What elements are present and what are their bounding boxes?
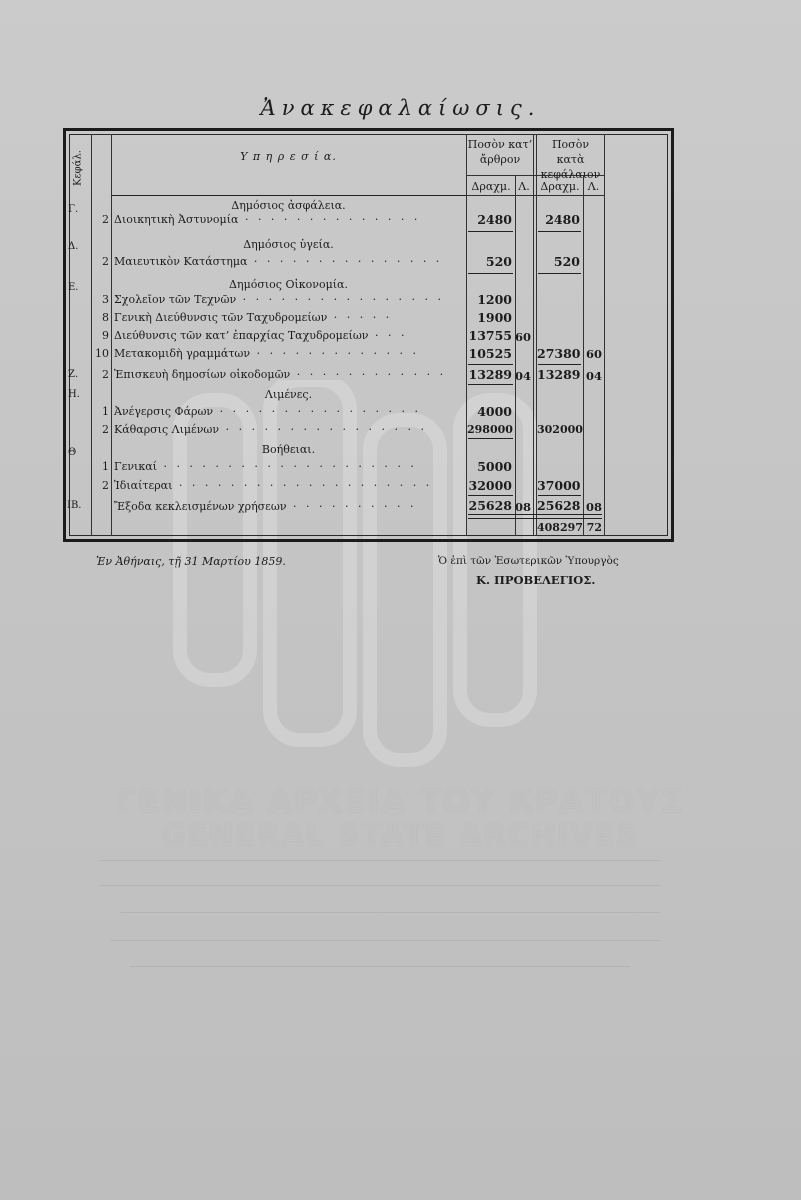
- chapter-label: Ζ.: [68, 369, 79, 380]
- chapter-lepta: 60: [585, 347, 602, 361]
- watermark-greek: ΓΕΝΙΚΑ ΑΡΧΕΙΑ ΤΟΥ ΚΡΑΤΟΥΣ: [116, 784, 685, 820]
- article-drachmas: 4000: [477, 404, 512, 419]
- article-number: 2: [102, 479, 109, 492]
- header-drachmas-chapter: Δραχμ.: [540, 180, 580, 193]
- service-label: Ἐπισκευὴ δημοσίων οἰκοδομῶν · · · · · · · · · · · ·: [114, 368, 447, 381]
- article-drachmas: 13755: [468, 328, 512, 343]
- total-drachmas: 408297: [537, 521, 583, 534]
- article-number: 1: [102, 405, 109, 418]
- chapter-lepta: 04: [585, 369, 602, 383]
- signature-title: Ὁ ἐπὶ τῶν Ἐσωτερικῶν Ὑπουργὸς: [438, 555, 619, 567]
- header-per-chapter: Ποσὸν κατὰ κεφάλαιον: [540, 138, 601, 181]
- article-drachmas: 32000: [468, 478, 512, 493]
- header-per-article: Ποσὸν κατ’ ἄρθρον: [467, 138, 533, 166]
- watermark-english: GENERAL STATE ARCHIVES: [161, 818, 640, 852]
- header-lepta-chapter: Λ.: [587, 180, 600, 193]
- chapter-label: Δ.: [68, 241, 79, 252]
- article-lepta: 60: [515, 330, 532, 344]
- article-drachmas: 1200: [477, 292, 512, 307]
- chapter-label: Ε.: [68, 282, 79, 293]
- chapter-label: Η.: [68, 389, 80, 400]
- service-label: Διεύθυνσις τῶν κατ’ ἐπαρχίας Ταχυδρομείων · · ·: [114, 329, 408, 342]
- section-title: Δημόσιος ἀσφάλεια.: [231, 199, 346, 212]
- chapter-label: Γ.: [68, 204, 79, 215]
- article-number: 8: [102, 311, 109, 324]
- article-number: 2: [102, 213, 109, 226]
- article-lepta: 08: [515, 500, 532, 514]
- header-chapter: Κεφάλ.: [72, 150, 84, 186]
- section-title: Λιμένες.: [264, 388, 313, 401]
- chapter-drachmas: 302000: [537, 423, 583, 436]
- article-drachmas: 5000: [477, 459, 512, 474]
- chapter-drachmas: 520: [553, 254, 580, 269]
- service-label: Κάθαρσις Λιμένων · · · · · · · · · · · · · · · ·: [114, 423, 427, 436]
- service-label: Διοικητικὴ Ἀστυνομία · · · · · · · · · · · · · ·: [114, 213, 421, 226]
- section-title: Βοήθειαι.: [261, 443, 316, 456]
- article-number: 9: [102, 329, 109, 342]
- service-label: Μαιευτικὸν Κατάστημα · · · · · · · · · · · · · · ·: [114, 255, 443, 268]
- header-lepta-article: Λ.: [518, 180, 530, 193]
- page-title: Ἀνακεφαλαίωσις.: [260, 96, 541, 120]
- section-title: Δημόσιος Οἰκονομία.: [229, 278, 348, 291]
- article-drachmas: 1900: [477, 310, 512, 325]
- service-label: Γενικὴ Διεύθυνσις τῶν Ταχυδρομείων · · · · ·: [114, 311, 393, 324]
- chapter-drachmas: 13289: [537, 367, 581, 382]
- article-number: 10: [95, 347, 109, 360]
- chapter-drachmas: 37000: [537, 478, 581, 493]
- section-title: Δημόσιος ὑγεία.: [243, 238, 334, 251]
- chapter-drachmas: 27380: [537, 346, 581, 361]
- article-drachmas: 25628: [468, 498, 512, 513]
- service-label: Σχολεῖον τῶν Τεχνῶν · · · · · · · · · · · · · · · ·: [114, 293, 445, 306]
- service-label: Ἀνέγερσις Φάρων · · · · · · · · · · · · · · · ·: [114, 405, 422, 418]
- service-label: Ἔξοδα κεκλεισμένων χρήσεων · · · · · · · · · ·: [114, 500, 417, 513]
- service-label: Μετακομιδὴ γραμμάτων · · · · · · · · · · · · ·: [114, 347, 420, 360]
- article-drachmas: 13289: [468, 367, 512, 382]
- article-number: 2: [102, 255, 109, 268]
- signature-name: Κ. ΠΡΟΒΕΛΕΓΙΟΣ.: [476, 573, 596, 587]
- header-drachmas-article: Δραχμ.: [471, 180, 511, 193]
- service-label: Γενικαί · · · · · · · · · · · · · · · · · · · ·: [114, 460, 417, 473]
- place-and-date: Ἐν Ἀθήναις, τῇ 31 Μαρτίου 1859.: [96, 555, 286, 568]
- total-lepta: 72: [586, 521, 602, 534]
- article-lepta: 04: [515, 369, 532, 383]
- article-drachmas: 298000: [467, 423, 513, 436]
- article-number: 1: [102, 460, 109, 473]
- service-label: Ἰδιαίτεραι · · · · · · · · · · · · · · · · · · · ·: [114, 479, 433, 492]
- chapter-lepta: 08: [585, 500, 602, 514]
- header-service: Υ π η ρ ε σ ί α.: [240, 150, 337, 163]
- article-number: 3: [102, 293, 109, 306]
- article-number: 2: [102, 368, 109, 381]
- article-drachmas: 2480: [477, 212, 512, 227]
- article-drachmas: 520: [485, 254, 512, 269]
- article-number: 2: [102, 423, 109, 436]
- chapter-drachmas: 25628: [537, 498, 581, 513]
- chapter-drachmas: 2480: [545, 212, 580, 227]
- chapter-label: Θ: [68, 447, 77, 458]
- chapter-label: ΙΒ.: [67, 500, 82, 511]
- article-drachmas: 10525: [468, 346, 512, 361]
